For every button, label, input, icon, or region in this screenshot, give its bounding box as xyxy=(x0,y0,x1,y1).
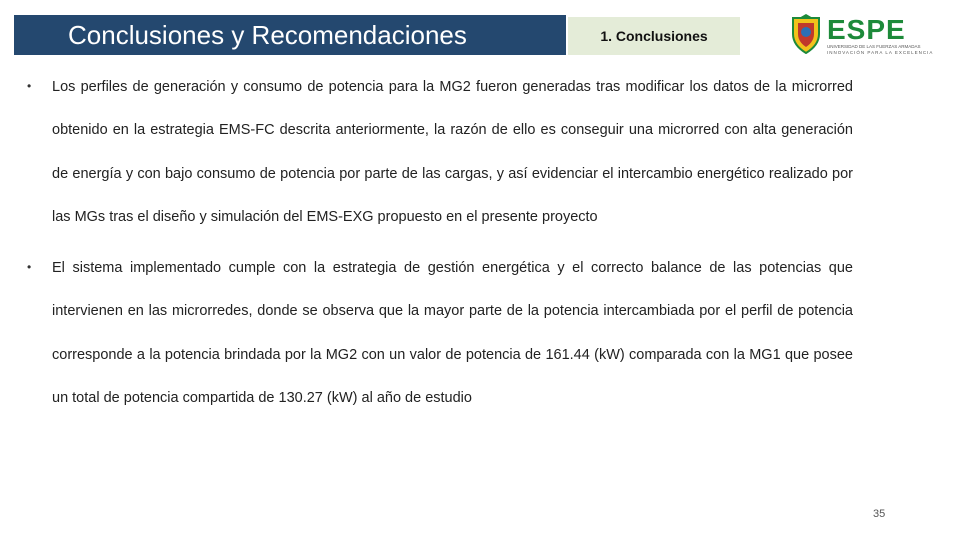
bullet-text: Los perfiles de generación y consumo de potencia para la MG2 fueron generadas tras modificar los datos de la microrred obtenido en la estrategia EMS-FC descrita anteriormente, la razón de ello es conseguir una microrred con alta generación de energía y con bajo consumo de potencia por parte de las cargas, y así evidenciar el intercambio energético realizado por las MGs tras el diseño y simulación del EMS-EXG propuesto en el presente proyecto xyxy=(52,79,853,225)
bullet-list xyxy=(27,66,853,420)
bullet-item xyxy=(27,247,853,420)
university-crest-icon xyxy=(789,14,823,54)
bullet-dot-icon: • xyxy=(27,79,32,93)
slide-title: Conclusiones y Recomendaciones xyxy=(14,15,566,55)
bullet-dot-icon: • xyxy=(27,260,32,275)
section-label: 1. Conclusiones xyxy=(568,17,740,55)
bullet-item xyxy=(27,66,853,239)
logo-tagline-2: INNOVACIÓN PARA LA EXCELENCIA xyxy=(827,50,934,55)
logo-brand: ESPE xyxy=(827,14,906,45)
logo-tagline-1: UNIVERSIDAD DE LAS FUERZAS ARMADAS xyxy=(827,44,921,49)
page-number: 35 xyxy=(873,508,886,520)
bullet-text: El sistema implementado cumple con la estrategia de gestión energética y el correcto balance de las potencias que intervienen en las microrredes, donde se observa que la mayor parte de la potencia intercambiada por el perfil de potencia corresponde a la potencia brindada por la MG2 con un valor de potencia de 161.44 (kW) comparada con la MG1 que posee un total de potencia compartida de 130.27 (kW) al año de estudio xyxy=(52,260,853,407)
espe-logo xyxy=(789,14,935,56)
